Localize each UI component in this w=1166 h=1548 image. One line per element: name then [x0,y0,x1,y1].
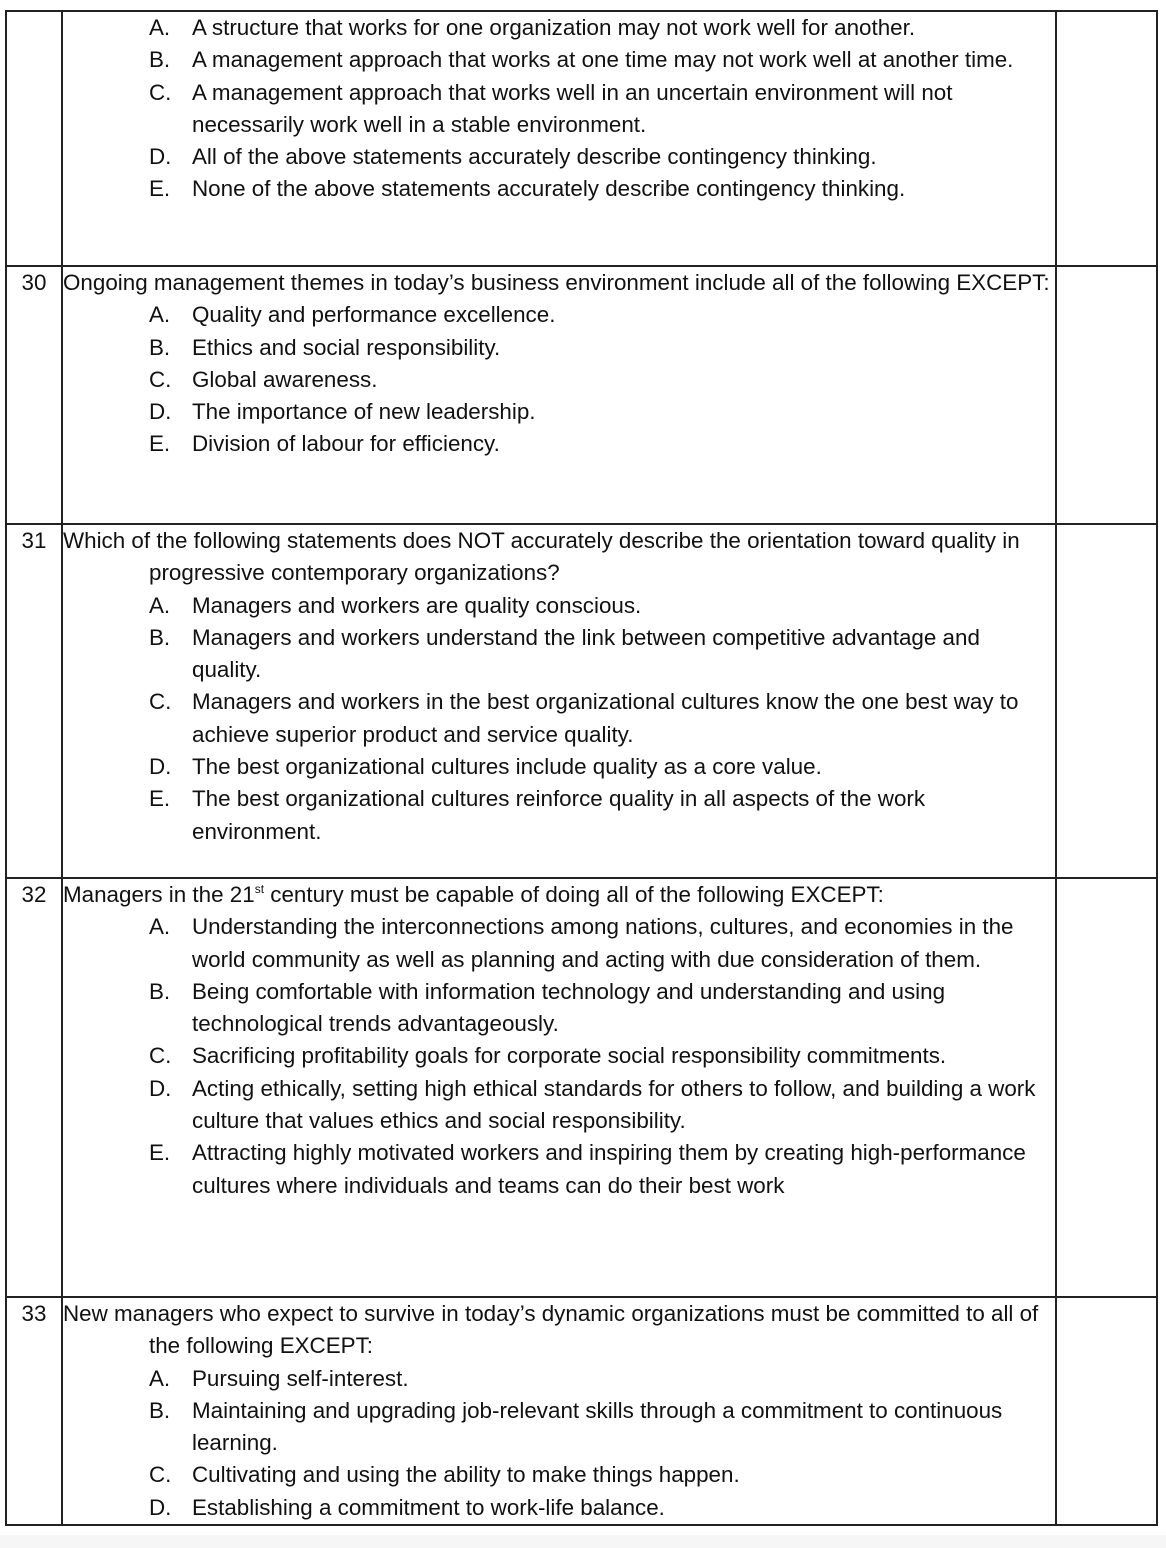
question-row-32 [6,878,1157,1297]
option-text: Division of labour for efficiency. [192,431,500,457]
option-d [149,751,1055,783]
answer-cell [1056,11,1157,266]
option-e [149,1137,1055,1202]
option-letter: E. [149,786,171,812]
option-letter: B. [149,334,171,360]
option-letter: C. [149,689,172,715]
option-letter: A. [149,15,171,40]
answer-cell [1056,1297,1157,1525]
option-letter: D. [149,754,172,780]
option-text: None of the above statements accurately describe contingency thinking. [192,176,906,202]
question-table [5,10,1158,1526]
option-b [149,1395,1055,1460]
page-bottom-margin [0,1535,1166,1548]
question-cell [62,524,1056,878]
option-text: Attracting highly motivated workers and inspiring them by creating high-performance cultures where individuals and teams can do their best work [192,1140,1026,1198]
option-letter: C. [149,366,172,392]
option-d [149,396,1055,428]
option-letter: B. [149,1397,171,1423]
question-cell [62,878,1056,1297]
option-letter: A. [149,914,171,940]
question-stem-text: Which of the following statements does NOT accurately describe the orientation toward quality in progressive contemporary organizations? [63,528,1020,586]
question-stem [63,1298,1055,1363]
option-text: Being comfortable with information technology and understanding and using technological trends advantageously. [192,978,946,1037]
option-e [149,428,1055,460]
question-number: 31 [6,524,62,878]
option-text: Managers and workers are quality conscious. [192,592,642,618]
option-text: Managers and workers in the best organizational cultures know the one best way to achieve superior product and service quality. [192,689,1019,747]
option-letter: D. [149,1494,172,1520]
answer-cell [1056,878,1157,1297]
option-letter: C. [149,1043,172,1069]
option-letter: E. [149,1140,171,1166]
option-text: A management approach that works well in an uncertain environment will not necessarily work well in a stable environment. [192,79,953,137]
question-cell [62,1297,1056,1525]
option-text: Maintaining and upgrading job-relevant skills through a commitment to continuous learning. [192,1397,1003,1456]
option-a [149,1363,1055,1395]
question-stem-text: century must be capable of doing all of the following EXCEPT: [264,882,884,907]
question-number: 32 [6,878,62,1297]
option-letter: E. [149,431,171,457]
option-letter: A. [149,592,171,618]
question-stem [63,267,1055,299]
option-letter: C. [149,79,172,105]
question-stem-text: Ongoing management themes in today’s business environment include all of the following EXCEPT: [63,270,1050,295]
option-text: Managers and workers understand the link between competitive advantage and quality. [192,624,980,683]
option-letter: D. [149,144,172,170]
question-number: 30 [6,266,62,524]
option-b [149,622,1055,687]
option-text: A structure that works for one organization may not work well for another. [192,15,916,40]
question-cell [62,266,1056,524]
option-letter: D. [149,399,172,425]
question-row-31 [6,524,1157,878]
option-text: Understanding the interconnections among nations, cultures, and economies in the world community as well as planning and acting with due consideration of them. [192,914,1014,972]
question-number: 33 [6,1297,62,1525]
question-stem-text: New managers who expect to survive in today’s dynamic organizations must be committed to all of the following EXCEPT: [63,1301,1039,1359]
option-c [149,686,1055,751]
option-letter: B. [149,978,171,1004]
option-b [149,44,1055,76]
option-c [149,364,1055,396]
option-letter: D. [149,1075,172,1101]
option-text: Sacrificing profitability goals for corporate social responsibility commitments. [192,1043,947,1069]
option-c [149,77,1055,142]
option-text: A management approach that works at one time may not work well at another time. [192,47,1014,73]
option-list [63,1363,1055,1524]
question-number [6,11,62,266]
question-cell [62,11,1056,266]
option-a [149,590,1055,622]
question-stem [63,525,1055,590]
option-text: Ethics and social responsibility. [192,334,501,360]
option-text: Quality and performance excellence. [192,302,556,328]
option-a [149,12,1055,44]
ordinal-superscript: st [254,882,265,896]
option-letter: A. [149,1365,171,1391]
option-text: All of the above statements accurately describe contingency thinking. [192,144,877,170]
option-d [149,1492,1055,1524]
option-c [149,1459,1055,1491]
option-b [149,332,1055,364]
option-letter: A. [149,302,171,328]
option-text: Establishing a commitment to work-life balance. [192,1494,665,1520]
option-list [63,12,1055,206]
option-text: Cultivating and using the ability to make things happen. [192,1462,740,1488]
question-row-29-continued [6,11,1157,266]
option-list [63,911,1055,1202]
option-text: Global awareness. [192,366,378,392]
option-b [149,976,1055,1041]
option-e [149,783,1055,848]
option-d [149,1073,1055,1138]
option-a [149,911,1055,976]
option-c [149,1040,1055,1072]
option-text: Pursuing self-interest. [192,1365,409,1391]
option-text: The best organizational cultures include quality as a core value. [192,754,822,780]
option-text: The importance of new leadership. [192,399,536,425]
option-list [63,299,1055,460]
question-row-30 [6,266,1157,524]
option-letter: C. [149,1462,172,1488]
question-stem [63,879,1055,911]
option-letter: B. [149,624,171,650]
option-list [63,590,1055,848]
question-stem-text: Managers in the 21 [63,882,255,907]
option-d [149,141,1055,173]
option-letter: E. [149,176,171,202]
answer-cell [1056,524,1157,878]
option-text: The best organizational cultures reinforce quality in all aspects of the work environment. [192,786,926,844]
option-text: Acting ethically, setting high ethical standards for others to follow, and building a work culture that values ethics and social responsibility. [192,1075,1036,1134]
option-letter: B. [149,47,171,73]
answer-cell [1056,266,1157,524]
option-e [149,173,1055,205]
option-a [149,299,1055,331]
question-row-33 [6,1297,1157,1525]
